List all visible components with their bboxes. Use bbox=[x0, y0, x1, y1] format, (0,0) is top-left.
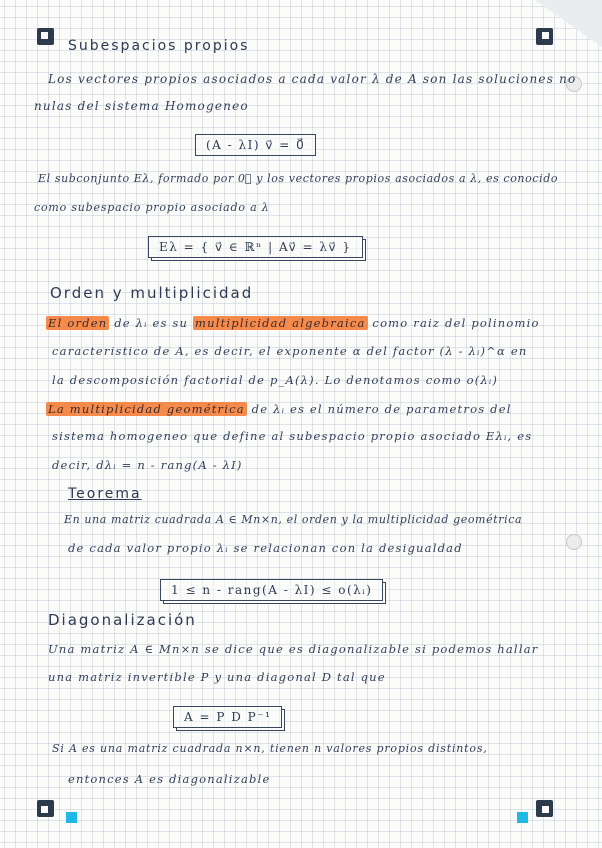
formula-inequality: 1 ≤ n - rang(A - λI) ≤ o(λᵢ) bbox=[160, 579, 383, 601]
para2-line2: como subespacio propio asociado a λ bbox=[34, 201, 270, 214]
para4-line2: una matriz invertible P y una diagonal D tal que bbox=[48, 670, 386, 684]
para2-line1: El subconjunto Eλ, formado por 0⃗ y los vectores propios asociados a λ, es conocido bbox=[38, 172, 559, 185]
blue-marker-left bbox=[66, 812, 77, 823]
heading-diagonalization: Diagonalización bbox=[48, 611, 197, 629]
para1-line1: Los vectores propios asociados a cada valor λ de A son las soluciones no bbox=[48, 72, 577, 86]
theorem-line2: de cada valor propio λᵢ se relacionan con la desigualdad bbox=[68, 541, 463, 555]
para3-line6: decir, dλᵢ = n - rang(A - λI) bbox=[52, 458, 243, 472]
heading-theorem: Teorema bbox=[68, 486, 142, 502]
para5-line2: entonces A es diagonalizable bbox=[68, 772, 271, 786]
highlight-multiplicidad-geometrica: La multiplicidad geométrica bbox=[48, 402, 245, 416]
para3-line2: caracteristico de A, es decir, el exponente α del factor (λ - λᵢ)^α en bbox=[52, 344, 528, 358]
para3-line1-text-b: como raiz del polinomio bbox=[372, 316, 540, 330]
highlight-orden: El orden bbox=[48, 316, 108, 330]
para4-line1: Una matriz A ∈ Mn×n se dice que es diagonalizable si podemos hallar bbox=[48, 642, 539, 656]
corner-marker-top-right bbox=[536, 28, 553, 45]
highlight-multiplicidad-algebraica: multiplicidad algebraica bbox=[195, 316, 366, 330]
blue-marker-right bbox=[517, 812, 528, 823]
para3-line1-text-a: de λᵢ es su bbox=[114, 316, 189, 330]
para3-line1 bbox=[46, 316, 540, 330]
heading-order-multiplicity: Orden y multiplicidad bbox=[50, 284, 254, 302]
binder-hole-middle bbox=[566, 534, 582, 550]
page-title: Subespacios propios bbox=[68, 38, 250, 54]
formula-eigen-equation: (A - λI) v⃗ = 0⃗ bbox=[195, 134, 316, 156]
theorem-line1: En una matriz cuadrada A ∈ Mn×n, el orden y la multiplicidad geométrica bbox=[64, 513, 523, 526]
para3-line4-text: de λᵢ es el número de parametros del bbox=[251, 402, 512, 416]
corner-marker-bottom-left bbox=[37, 800, 54, 817]
corner-marker-top-left bbox=[37, 28, 54, 45]
para1-line2: nulas del sistema Homogeneo bbox=[34, 99, 249, 113]
formula-eigenspace: Eλ = { v⃗ ∈ ℝⁿ | Av⃗ = λv⃗ } bbox=[148, 236, 363, 258]
corner-marker-bottom-right bbox=[536, 800, 553, 817]
formula-diagonalization: A = P D P⁻¹ bbox=[173, 706, 282, 728]
para3-line4 bbox=[46, 402, 512, 416]
para5-line1: Si A es una matriz cuadrada n×n, tienen n valores propios distintos, bbox=[52, 742, 488, 755]
para3-line3: la descomposición factorial de p_A(λ). Lo denotamos como o(λᵢ) bbox=[52, 373, 499, 387]
para3-line5: sistema homogeneo que define al subespacio propio asociado Eλᵢ, es bbox=[52, 429, 533, 443]
